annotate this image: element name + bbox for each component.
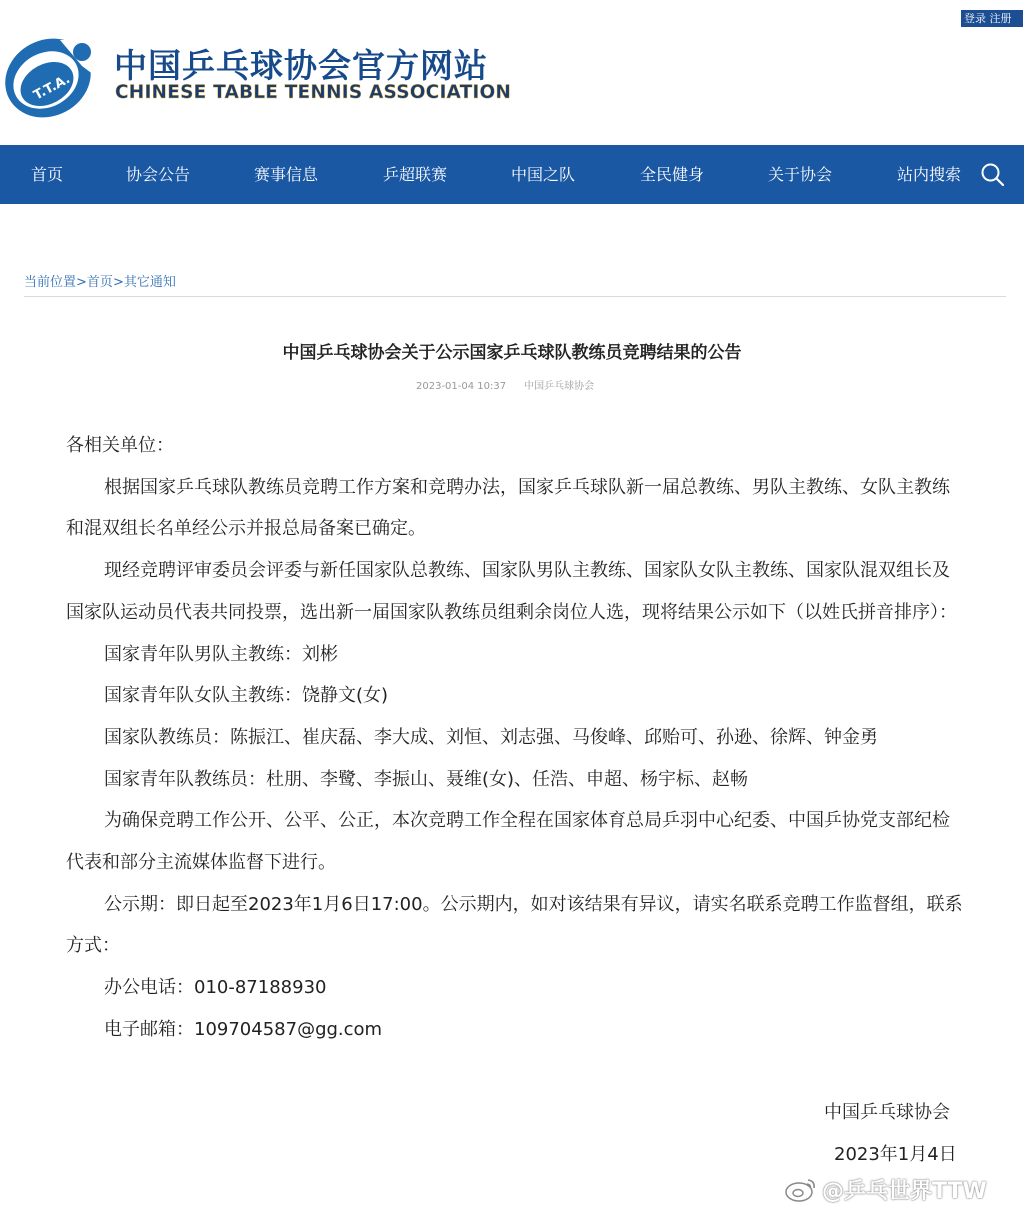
nav-item-site-search[interactable]: 站内搜索 [897, 165, 962, 184]
breadcrumb-current: 当前位置 [24, 275, 77, 290]
article-paragraph: 国家青年队教练员：杜朋、李鹭、李振山、聂维(女)、任浩、申超、杨宇标、赵畅 [104, 768, 749, 790]
article-meta [416, 377, 594, 392]
contact-email: 电子邮箱：109704587@gg.com [104, 1018, 383, 1040]
breadcrumb-home[interactable]: 首页 [86, 275, 113, 290]
nav-item-home[interactable]: 首页 [31, 165, 64, 184]
nav-item-fitness[interactable]: 全民健身 [640, 165, 705, 184]
article-title: 中国乒乓球协会关于公示国家乒乓球队教练员竞聘结果的公告 [282, 343, 742, 363]
breadcrumb-sep: > [76, 275, 87, 290]
breadcrumb [24, 271, 176, 290]
article-paragraph: 国家队教练员：陈振江、崔庆磊、李大成、刘恒、刘志强、马俊峰、邱贻可、孙逊、徐辉、钟金勇 [104, 726, 878, 748]
login-link[interactable]: 登录 [964, 12, 986, 25]
weibo-icon [784, 1175, 818, 1203]
logo-icon[interactable] [0, 30, 102, 122]
article-paragraph: 根据国家乒乓球队教练员竞聘工作方案和竞聘办法，国家乒乓球队新一届总教练、男队主教练、女队主教练和混双组长名单经公示并报总局备案已确定。 [66, 476, 950, 540]
article-salutation: 各相关单位： [66, 435, 174, 456]
watermark-text: @乒乓世界TTW [822, 1178, 987, 1204]
signature-org: 中国乒乓球协会 [824, 1102, 950, 1123]
nav-item-super-league[interactable]: 乒超联赛 [383, 165, 448, 184]
site-title-cn: 中国乒乓球协会官方网站 [114, 46, 488, 85]
article-paragraph: 公示期：即日起至2023年1月6日17:00。公示期内，如对该结果有异议，请实名联系竞聘工作监督组，联系方式： [66, 893, 963, 957]
nav-item-events[interactable]: 赛事信息 [254, 165, 319, 184]
search-icon[interactable] [980, 162, 1005, 187]
article-paragraph: 国家青年队女队主教练：饶静文(女) [104, 685, 389, 707]
article-paragraph: 国家青年队男队主教练：刘彬 [104, 643, 338, 665]
site-title-en: CHINESE TABLE TENNIS ASSOCIATION [115, 82, 512, 103]
divider [24, 296, 1006, 297]
contact-phone: 办公电话：010-87188930 [104, 977, 327, 999]
article-signature [824, 1092, 957, 1176]
nav-item-announcements[interactable]: 协会公告 [126, 165, 191, 184]
main-nav [0, 145, 1024, 204]
breadcrumb-section[interactable]: 其它通知 [123, 275, 176, 290]
article-datetime: 2023-01-04 10:37 [416, 381, 507, 392]
logo-text: T.T.A. [31, 71, 73, 104]
article-paragraph: 为确保竞聘工作公开、公平、公正，本次竞聘工作全程在国家体育总局乒羽中心纪委、中国乒协党支部纪检代表和部分主流媒体监督下进行。 [66, 810, 950, 874]
signature-date: 2023年1月4日 [834, 1144, 957, 1165]
article-body [66, 425, 966, 1051]
breadcrumb-sep: > [112, 275, 124, 290]
login-register-box [961, 10, 1023, 27]
watermark [784, 1172, 987, 1206]
nav-item-china-team[interactable]: 中国之队 [511, 165, 576, 184]
nav-item-about[interactable]: 关于协会 [768, 165, 833, 184]
article-source: 中国乒乓球协会 [524, 381, 595, 392]
article-paragraph: 现经竞聘评审委员会评委与新任国家队总教练、国家队男队主教练、国家队女队主教练、国家队混双组长及国家队运动员代表共同投票，选出新一届国家队教练员组剩余岗位人选，现将结果公示如下（以姓氏拼音排序）： [66, 560, 957, 623]
register-link[interactable]: 注册 [989, 12, 1012, 25]
